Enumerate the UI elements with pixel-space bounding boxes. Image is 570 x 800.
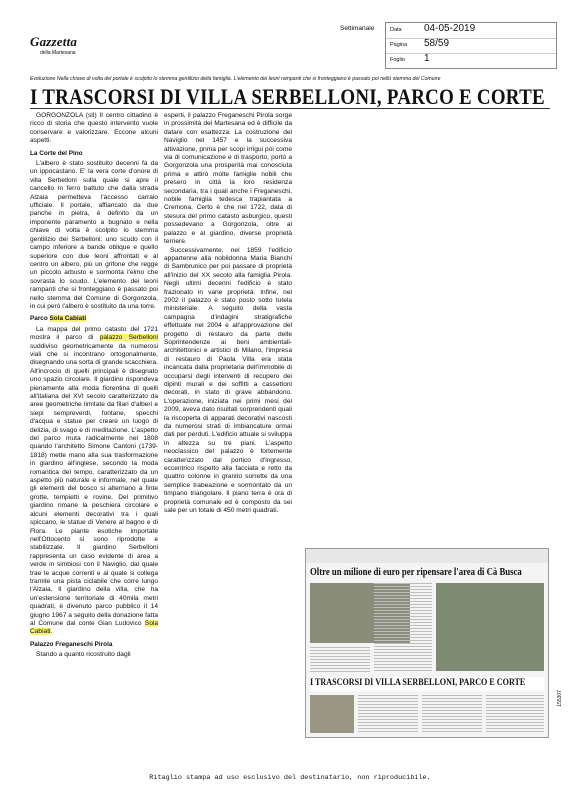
highlight-sola-cabiati: Sola Cabiati bbox=[49, 315, 87, 323]
thumbnail-text-block bbox=[310, 647, 370, 673]
subheading-corte-del-pino: La Corte del Pino bbox=[30, 149, 83, 157]
highlight-sola-cabiati-2: Sola Cabiati bbox=[30, 619, 158, 636]
clipping-metadata-box bbox=[385, 22, 557, 69]
thumbnail-photo-right bbox=[436, 583, 544, 671]
page-label: Pagina bbox=[390, 42, 408, 48]
periodicity-label: Settimanale bbox=[340, 25, 375, 32]
thumbnail-header-strip bbox=[306, 549, 548, 563]
article-column-2 bbox=[164, 112, 292, 772]
masthead-subtitle: della Martesana bbox=[40, 50, 76, 56]
clipping-code: 155307 bbox=[557, 690, 563, 707]
thumbnail-text-block bbox=[374, 583, 432, 673]
thumbnail-article-headline bbox=[310, 677, 544, 691]
parco-text-b: suddiviso geometricamente da numerosi viali che si incontrano ortogonalmente, disegnando una sorta di grande scacchiera. All'incrocio di quelli principali è disegnato uno spazio circolare. Il giardino rispondeva pienamente alla moda fiorentina di quelli all'italiana del XVI secolo caratterizzato da aree geometriche limitate da filari d'alberi e siepi sempreverdi, fontane, specchi d'acqua e statue per creare un luogo di delizia, di svago e di meditazione. L'aspetto del parco muta radicalmente nel 1808 quando l'architetto Simone Cantoni (1739-1818) mette mano alla sua trasformazione in giardino all'inglese, secondo la moda romantica del tempo, caratterizzato da un aspetto più naturale e informale, nel quale gli elementi del bosco si alternano a finte grotte, tempietti e rovine. Del primitivo giardino rimane la peschiera circolare e alcuni elementi decorativi tra i quali spiccano, le statue di Venere al bagno e di Flora. Le piante esotiche importate nell'Ottocento si sono riprodotte e stabilizzate. Il giardino Serbelloni rappresenta un caso evidente di area a verde in simbiosi con il Naviglio, dal quale trae le acque correnti e al quale si collega tramite una pista ciclabile che corre lungo l'Alzaia. Il giardino della villa, che ha un'estensione territoriale di 40mila metri quadrati, è divenuto parco pubblico il 14 giugno 1967 a seguito della donazione fatta al Comune dal conte Gian Ludovico bbox=[30, 342, 158, 627]
parco-text-a: La mappa del primo catasto del 1721 mostra il parco di bbox=[30, 325, 158, 342]
intro-paragraph: GORGONZOLA (slI) Il centro cittadino è ricco di storia che questo intervento vuole conservare e valorizzare. Eccone alcuni aspetti. bbox=[30, 112, 158, 145]
thumbnail-text-block bbox=[486, 695, 544, 733]
sheet-value: 1 bbox=[424, 53, 430, 64]
corte-paragraph: L'albero è stato sostituito decenni fa da un ippocastano. E' la vera corte d'onore di villa Serbelloni sulla quale si apre il cancello in ferro battuto che dalla strada Alzaia permetteva l'accesso carraio ufficiale. Il portale, affiancato da due panche in pietra, è definito da un imponente paramento a bugnato e nella chiave di volta è scolpito lo stemma gentilizio dei Serbelloni: uno scudo con il campo inferiore a bande oblique e quello superiore con due leoni affrontati e al centro un albero, più un grifone che regge un piccolo arbusto e sormonta l'elmo che sovrasta lo scudo. L'elemento dei leoni rampanti che si fronteggiano è passato poi nello stemma del Comune di Gorgonzola, in cui però l'albero è sostituito da una torre. bbox=[30, 160, 158, 310]
date-label: Data bbox=[390, 27, 402, 33]
article-kicker: Evoluzione Nella chiave di volta del portale è scolpito lo stemma gentilizio della famiglia. L'elemento dei leoni rampanti che si fronteggiano è passato poi nello stemma del Comune bbox=[30, 76, 441, 82]
successivamente-paragraph: Successivamente, nel 1859 l'edificio appartenne alla nobildonna Maria Bianchi di Sambrunico per poi passare di proprietà all'inizio del XX secolo alla famiglia Pirola. Negli ultimi decenni l'edificio è stato frazionato in varie proprietà. Infine, nel 2002 il palazzo è stato posto sotto tutela ministeriale. A seguito della vasta campagna d'indagini stratigrafiche effettuate nel 2004 e all'approvazione del progetto di restauro da parte delle Soprintendenze ai beni ambientali-architettonici e artistici di Milano, l'impresa di restauro di Paola Villa era stata incaricata dalla proprietaria dell'immobile di occuparsi degli interventi di recupero dei dipinti murali e dei soffitti a cassettoni decorati, in stato di grave abbandono. L'operazione, iniziata nei primi mesi del 2009, aveva dato risultati sorprendenti quali la riscoperta di apparati decorativi nascosti da numerosi strati di imbiancature ormai dati per perduti. L'edificio attuale si sviluppa in altezza su tre piani. L'aspetto neoclassico del palazzo è fortemente caratterizzato dal portico d'ingresso, eccentrico rispetto alla facciata e retto da quattro colonne in granito sorrette da una semplice trabeazione e sormontato da un timpano triangolare. Il piano terra è ora di proprietà comunale ed è composto da sei sale per un totale di 450 metri quadrati. bbox=[164, 246, 292, 515]
thumbnail-photo-bottom bbox=[310, 695, 354, 733]
headline-divider bbox=[30, 108, 550, 109]
page-thumbnail bbox=[305, 548, 549, 738]
freganeschi-paragraph-cont: esperti, il palazzo Freganeschi Pirola sorge in prossimità del Martesana ed è difficile da datare con esattezza. La costruzione del Naviglio nel 1457 e la successiva attivazione, prima per scopi irrigui poi come via di comunicazione e di trasporto, portò a Gorgonzola una prosperità mai conosciuta prima e attirò molte famiglie nobili che presero in città la loro residenza secondaria, tra i quali anche i Freganeschi, nobile famiglia tedesca trapiantata a Cremona. Certo è che nel 1722, data di stesura del primo catasto asburgico, questi possedevano a Gorgonzola, oltre al palazzo e al giardino, diverse proprietà terriere. bbox=[164, 112, 292, 246]
footer-disclaimer: Ritaglio stampa ad uso esclusivo del destinatario, non riproducibile. bbox=[149, 774, 431, 782]
thumbnail-text-block bbox=[358, 695, 418, 733]
article-headline: I TRASCORSI DI VILLA SERBELLONI, PARCO E CORTE bbox=[30, 84, 545, 109]
parco-text-c: . bbox=[50, 628, 53, 636]
parco-paragraph bbox=[30, 326, 158, 637]
article-column-1 bbox=[30, 112, 158, 772]
thumbnail-text-block bbox=[422, 695, 482, 733]
highlight-palazzo-serbelloni: palazzo Serbelloni bbox=[99, 334, 158, 342]
subheading-parco-prefix: Parco bbox=[30, 315, 50, 323]
thumbnail-headline: Oltre un milione di euro per ripensare l'area di Cà Busca bbox=[310, 567, 522, 578]
masthead-title: Gazzetta bbox=[30, 34, 78, 49]
subheading-palazzo-freganeschi: Palazzo Freganeschi Pirola bbox=[30, 640, 113, 648]
sheet-label: Foglio bbox=[390, 57, 405, 63]
page-value: 58/59 bbox=[424, 38, 450, 49]
subheading-parco bbox=[30, 315, 158, 323]
freganeschi-paragraph-start: Stando a quanto ricostruito dagli bbox=[36, 651, 131, 659]
sheet-row bbox=[386, 53, 556, 68]
date-row bbox=[386, 23, 556, 39]
date-value: 04-05-2019 bbox=[424, 23, 476, 34]
thumbnail-article-headline-text: I TRASCORSI DI VILLA SERBELLONI, PARCO E CORTE bbox=[310, 677, 526, 687]
page-row bbox=[386, 38, 556, 54]
